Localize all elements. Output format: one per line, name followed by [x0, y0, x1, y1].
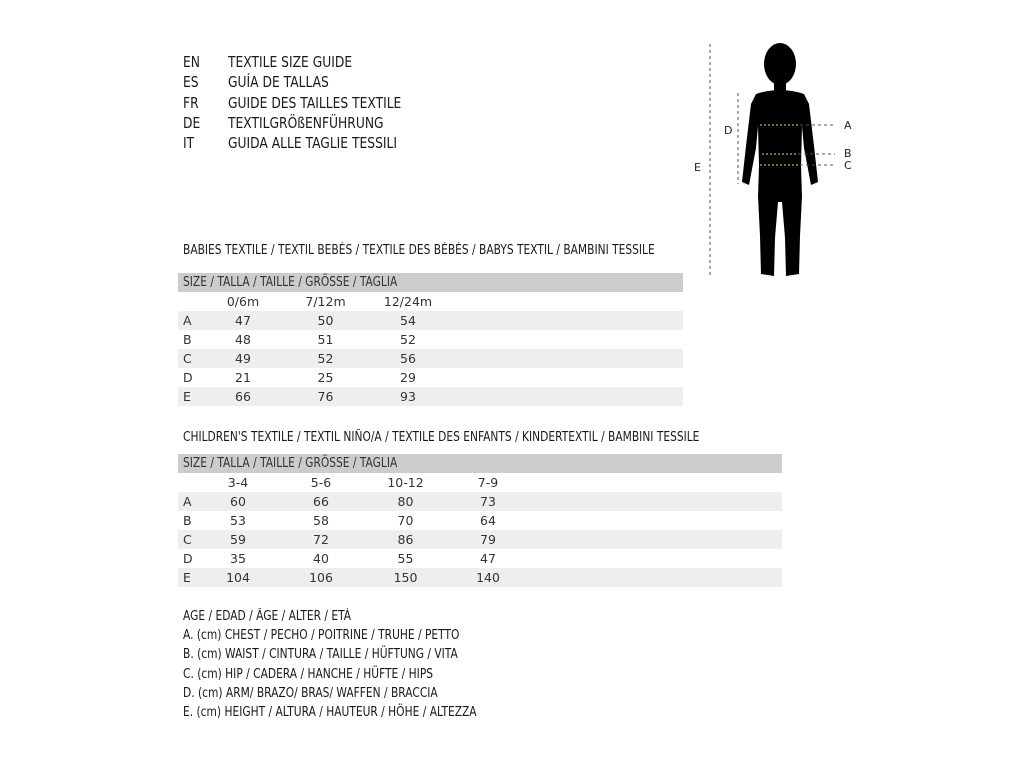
table-cell: 56: [400, 351, 416, 366]
row-label: D: [183, 551, 193, 566]
legend-text: AGE / EDAD / ÂGE / ALTER / ETÀ: [183, 609, 352, 624]
row-label: B: [183, 513, 192, 528]
size-column-label: 0/6m: [226, 294, 260, 309]
table-cell: 79: [480, 532, 496, 547]
size-column-label: 3-4: [227, 475, 249, 490]
table-cell: 66: [235, 389, 251, 404]
table-cell: 60: [230, 494, 246, 509]
table-cell: 106: [309, 570, 333, 585]
size-column-label: 7-9: [477, 475, 499, 490]
table-cell: 104: [226, 570, 250, 585]
table-cell: 52: [400, 332, 416, 347]
row-label: D: [183, 370, 193, 385]
size-column-label: 10-12: [387, 475, 424, 490]
children-size-table: [178, 454, 782, 587]
label-b: B: [844, 147, 852, 160]
table-header: [178, 273, 683, 292]
table-cell: 70: [397, 513, 414, 528]
label-d: D: [724, 124, 733, 137]
legend-text: D. (cm) ARM/ BRAZO/ BRAS/ WAFFEN / BRACCIA: [183, 685, 438, 701]
table-cell: 47: [235, 313, 251, 328]
row-label: E: [183, 570, 191, 585]
label-e: E: [694, 161, 701, 174]
table-cell: 73: [480, 494, 496, 509]
lang-code: IT: [183, 134, 195, 153]
table-row: [178, 492, 782, 511]
table-cell: 21: [235, 370, 251, 385]
babies-section-title: [183, 243, 758, 259]
table-cell: 150: [393, 570, 418, 585]
row-label: A: [183, 313, 192, 328]
size-header-label: SIZE / TALLA / TAILLE / GRÖSSE / TAGLIA: [183, 456, 398, 471]
table-cell: 54: [400, 313, 416, 328]
table-cell: 58: [313, 513, 329, 528]
row-label: C: [183, 532, 192, 547]
label-c: C: [844, 159, 852, 172]
table-cell: 72: [313, 532, 329, 547]
table-cell: 140: [476, 570, 500, 585]
babies-size-table: [178, 273, 683, 406]
size-columns-row: [178, 473, 782, 492]
measurement-legend: [183, 607, 541, 722]
table-cell: 80: [397, 494, 414, 509]
table-cell: 50: [317, 313, 334, 328]
legend-text: B. (cm) WAIST / CINTURA / TAILLE / HÜFTUNG / VITA: [183, 647, 458, 663]
size-column-label: 12/24m: [383, 294, 433, 309]
row-label: B: [183, 332, 192, 347]
lang-code: EN: [183, 53, 200, 71]
legend-age: [183, 607, 541, 626]
table-cell: 64: [480, 513, 496, 528]
legend-hip: [183, 665, 541, 684]
table-row: [178, 349, 683, 368]
table-row: [178, 368, 683, 387]
table-row: [178, 549, 782, 568]
table-cell: 35: [230, 551, 246, 566]
lang-code: FR: [183, 93, 199, 112]
table-cell: 29: [400, 370, 416, 385]
table-row: [178, 330, 683, 349]
lang-title: TEXTILE SIZE GUIDE: [228, 53, 353, 71]
table-cell: 48: [235, 332, 251, 347]
table-cell: 66: [313, 494, 329, 509]
size-header-label: SIZE / TALLA / TAILLE / GRÖSSE / TAGLIA: [183, 275, 398, 290]
size-column-label: 7/12m: [305, 294, 346, 309]
children-section-title: [183, 430, 813, 446]
lang-code: ES: [183, 73, 199, 92]
table-cell: 47: [480, 551, 496, 566]
legend-text: C. (cm) HIP / CADERA / HANCHE / HÜFTE / HIPS: [183, 666, 434, 682]
table-row: [178, 511, 782, 530]
table-row: [178, 530, 782, 549]
table-cell: 53: [230, 513, 246, 528]
legend-waist: [183, 645, 541, 664]
size-columns-row: [178, 292, 683, 311]
table-row: [178, 568, 782, 587]
table-cell: 49: [235, 351, 251, 366]
table-row: [178, 311, 683, 330]
children-title-text: CHILDREN'S TEXTILE / TEXTIL NIÑO/A / TEXTILE DES ENFANTS / KINDERTEXTIL / BAMBINI TESSILE: [183, 430, 700, 445]
legend-text: A. (cm) CHEST / PECHO / POITRINE / TRUHE / PETTO: [183, 628, 460, 644]
label-a: A: [844, 119, 852, 132]
lang-title: GUIDA ALLE TAGLIE TESSILI: [228, 134, 398, 153]
table-cell: 25: [317, 370, 334, 385]
lang-title: GUÍA DE TALLAS: [228, 73, 329, 92]
table-header: [178, 454, 782, 473]
row-label: A: [183, 494, 192, 509]
table-row: [178, 387, 683, 406]
lang-title: TEXTILGRÖßENFÜHRUNG: [228, 113, 384, 132]
lang-title: GUIDE DES TAILLES TEXTILE: [228, 93, 402, 112]
lang-code: DE: [183, 113, 201, 132]
table-cell: 86: [397, 532, 414, 547]
table-cell: 59: [230, 532, 246, 547]
table-cell: 51: [317, 332, 334, 347]
size-column-label: 5-6: [310, 475, 332, 490]
table-cell: 93: [400, 389, 416, 404]
row-label: C: [183, 351, 192, 366]
legend-chest: [183, 626, 541, 645]
table-cell: 52: [317, 351, 334, 366]
table-cell: 55: [397, 551, 414, 566]
babies-title-text: BABIES TEXTILE / TEXTIL BEBÉS / TEXTILE DES BÉBÉS / BABYS TEXTIL / BAMBINI TESSILE: [183, 243, 655, 258]
legend-arm: [183, 684, 541, 703]
legend-height: [183, 703, 541, 722]
table-cell: 76: [317, 389, 334, 404]
row-label: E: [183, 389, 191, 404]
legend-text: E. (cm) HEIGHT / ALTURA / HAUTEUR / HÖHE / ALTEZZA: [183, 704, 477, 720]
table-cell: 40: [313, 551, 329, 566]
child-silhouette: [742, 43, 818, 276]
